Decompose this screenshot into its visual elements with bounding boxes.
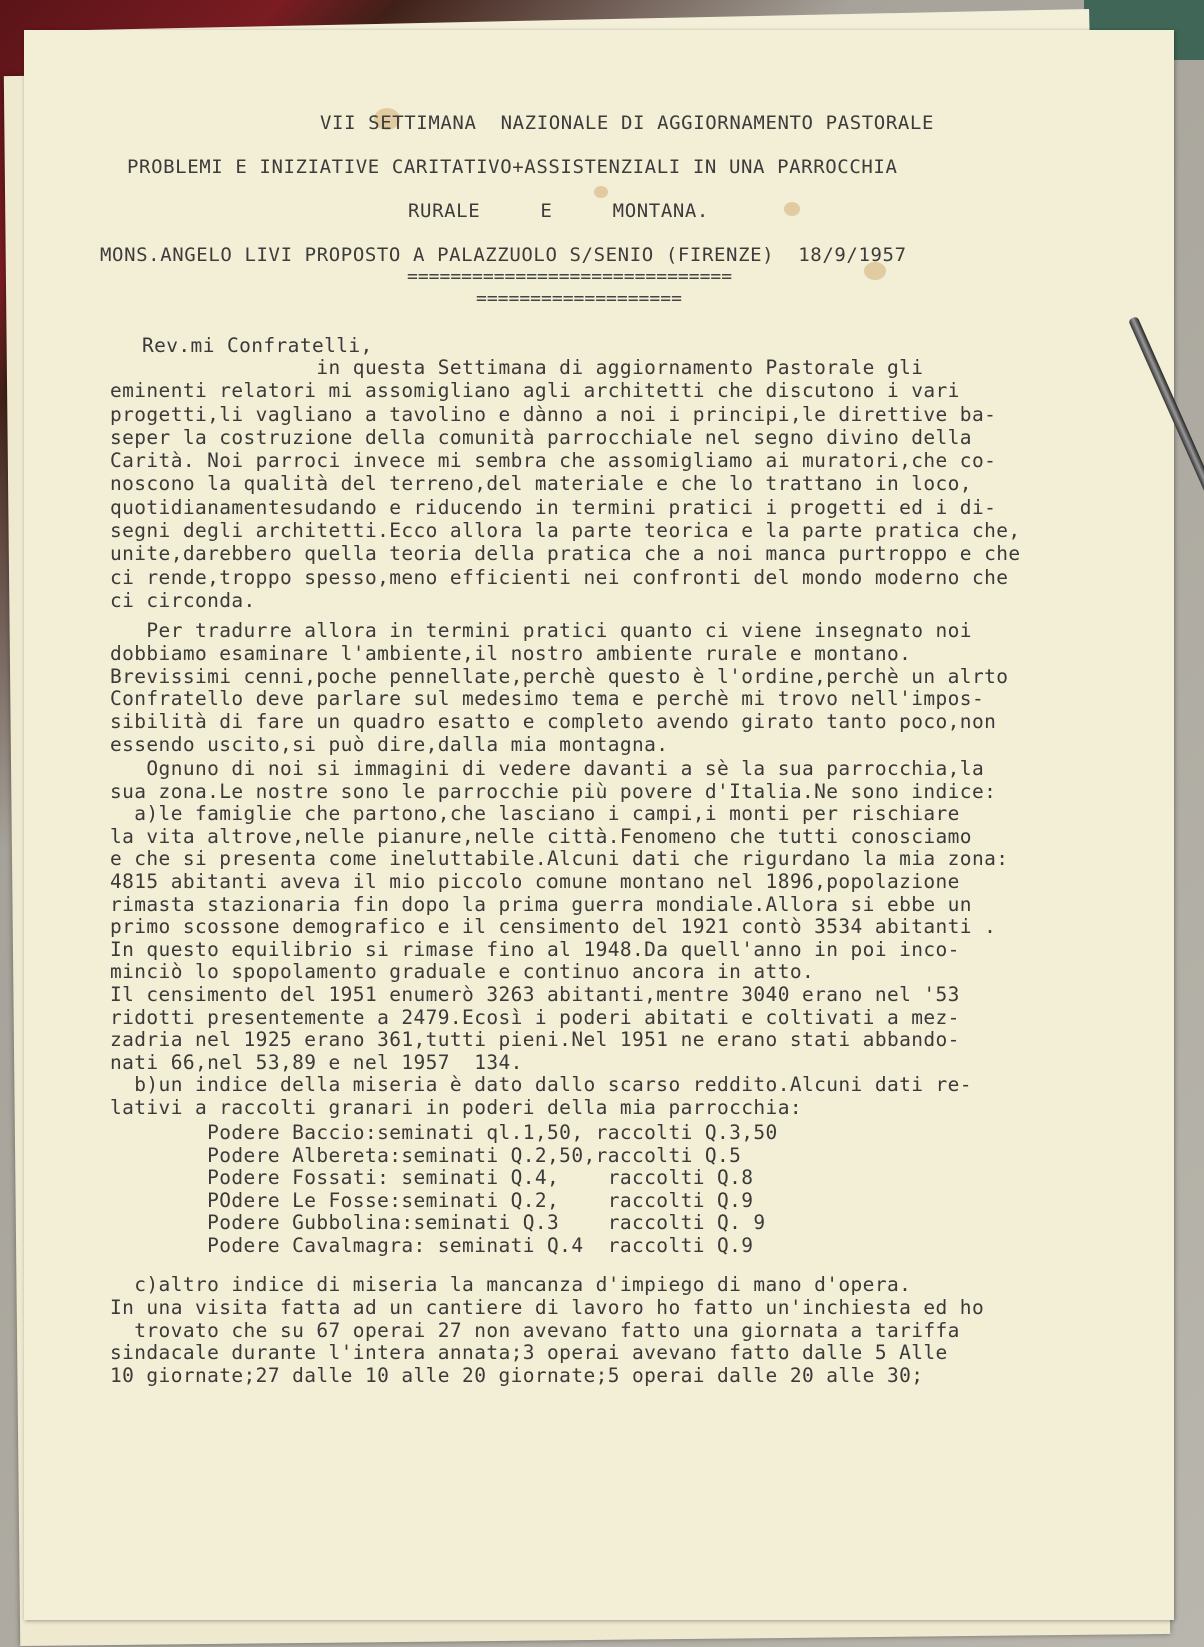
text-line: In questo equilibrio si rimase fino al 1948.Da quell'anno in poi inco-: [110, 937, 960, 961]
text-line: c)altro indice di miseria la mancanza d'impiego di mano d'opera.: [110, 1273, 912, 1296]
text-line: Carità. Noi parroci invece mi sembra che assomigliamo ai muratori,che co-: [110, 449, 997, 473]
text-line: ci circonda.: [110, 588, 256, 612]
paragraph: [110, 1274, 984, 1388]
salutation: Rev.mi Confratelli,: [142, 334, 373, 357]
text-line: in questa Settimana di aggiornamento Pastorale gli: [110, 356, 924, 379]
typewritten-page: [24, 30, 1174, 1620]
text-line: primo scossone demografico e il censimento del 1921 contò 3534 abitanti .: [110, 915, 997, 939]
text-line: sindacale durante l'intera annata;3 operai avevano fatto dalle 5 Alle: [110, 1341, 948, 1365]
text-line: Podere Fossati: seminati Q.4, raccolti Q.8: [110, 1166, 754, 1190]
text-line: la vita altrove,nelle pianure,nelle città.Fenomeno che tutti conosciamo: [110, 824, 972, 848]
text-line: seper la costruzione della comunità parrocchiale nel segno divino della: [110, 425, 972, 449]
header-rule: ===================: [476, 288, 682, 309]
text-line: unite,darebbero quella teoria della pratica che a noi manca purtroppo e che: [110, 542, 1021, 566]
stain: [784, 202, 800, 216]
text-line: 4815 abitanti aveva il mio piccolo comune montano nel 1896,popolazione: [110, 869, 960, 893]
text-line: Podere Baccio:seminati ql.1,50, raccolti Q.3,50: [110, 1121, 778, 1144]
text-line: b)un indice della miseria è dato dallo scarso reddito.Alcuni dati re-: [110, 1073, 972, 1097]
bleed-through-text: [1034, 180, 1144, 380]
text-line: Ognuno di noi si immagini di vedere davanti a sè la sua parrocchia,la: [110, 757, 985, 780]
harvest-table: [110, 1122, 778, 1258]
paragraph: [110, 758, 1008, 1120]
text-line: noscono la qualità del terreno,del materiale e che lo trattano in loco,: [110, 472, 972, 496]
header-title: VII SETTIMANA NAZIONALE DI AGGIORNAMENTO PASTORALE: [320, 112, 934, 134]
text-line: quotidianamentesudando e riducendo in termini pratici i progetti ed i di-: [110, 495, 997, 519]
text-line: Il censimento del 1951 enumerò 3263 abitanti,mentre 3040 erano nel '53: [110, 982, 960, 1006]
text-line: Confratello deve parlare sul medesimo tema e perchè mi trovo nell'impos-: [110, 687, 985, 711]
text-line: Podere Albereta:seminati Q.2,50,raccolti Q.5: [110, 1143, 742, 1167]
header-subtitle: PROBLEMI E INIZIATIVE CARITATIVO+ASSISTENZIALI IN UNA PARROCCHIA: [127, 156, 898, 178]
header-author: MONS.ANGELO LIVI PROPOSTO A PALAZZUOLO S/SENIO (FIRENZE) 18/9/1957: [100, 244, 907, 266]
text-line: ci rende,troppo spesso,meno efficienti nei confronti del mondo moderno che: [110, 565, 1009, 589]
paragraph: [110, 356, 1021, 612]
text-line: In una visita fatta ad un cantiere di lavoro ho fatto un'inchiesta ed ho: [110, 1295, 985, 1319]
text-line: dobbiamo esaminare l'ambiente,il nostro ambiente rurale e montano.: [110, 641, 912, 665]
text-line: sua zona.Le nostre sono le parrocchie più povere d'Italia.Ne sono indice:: [110, 779, 997, 803]
stain: [594, 186, 608, 198]
text-line: Podere Gubbolina:seminati Q.3 raccolti Q. 9: [110, 1211, 766, 1235]
paragraph: [110, 620, 1008, 757]
text-line: ridotti presentemente a 2479.Ecosì i poderi abitati e coltivati a mez-: [110, 1005, 960, 1029]
header-subtitle-2: RURALE E MONTANA.: [408, 200, 709, 222]
text-line: essendo uscito,si può dire,dalla mia montagna.: [110, 732, 669, 756]
text-line: eminenti relatori mi assomigliano agli architetti che discutono i vari: [110, 379, 960, 403]
text-line: Per tradurre allora in termini pratici quanto ci viene insegnato noi: [110, 619, 972, 642]
text-line: zadria nel 1925 erano 361,tutti pieni.Nel 1951 ne erano stati abbando-: [110, 1028, 960, 1052]
text-line: Podere Cavalmagra: seminati Q.4 raccolti Q.9: [110, 1233, 754, 1257]
text-line: e che si presenta come ineluttabile.Alcuni dati che rigurdano la mia zona:: [110, 847, 1009, 871]
text-line: nati 66,nel 53,89 e nel 1957 134.: [110, 1050, 523, 1074]
text-line: minciò lo spopolamento graduale e continuo ancora in atto.: [110, 960, 815, 984]
text-line: progetti,li vagliano a tavolino e dànno a noi i principi,le direttive ba-: [110, 402, 997, 426]
text-line: rimasta stazionaria fin dopo la prima guerra mondiale.Allora si ebbe un: [110, 892, 972, 916]
text-line: POdere Le Fosse:seminati Q.2, raccolti Q.9: [110, 1188, 754, 1212]
text-line: trovato che su 67 operai 27 non avevano fatto una giornata a tariffa: [110, 1318, 960, 1342]
text-line: Brevissimi cenni,poche pennellate,perchè questo è l'ordine,perchè un alrto: [110, 664, 1009, 688]
text-line: lativi a raccolti granari in poderi della mia parrocchia:: [110, 1095, 802, 1119]
header-rule: ==============================: [407, 266, 733, 287]
text-line: sibilità di fare un quadro esatto e completo avendo girato tanto poco,non: [110, 710, 997, 734]
text-line: a)le famiglie che partono,che lasciano i campi,i monti per rischiare: [110, 802, 960, 826]
text-line: 10 giornate;27 dalle 10 alle 20 giornate;5 operai dalle 20 alle 30;: [110, 1364, 924, 1388]
text-line: segni degli architetti.Ecco allora la parte teorica e la parte pratica che,: [110, 519, 1021, 543]
